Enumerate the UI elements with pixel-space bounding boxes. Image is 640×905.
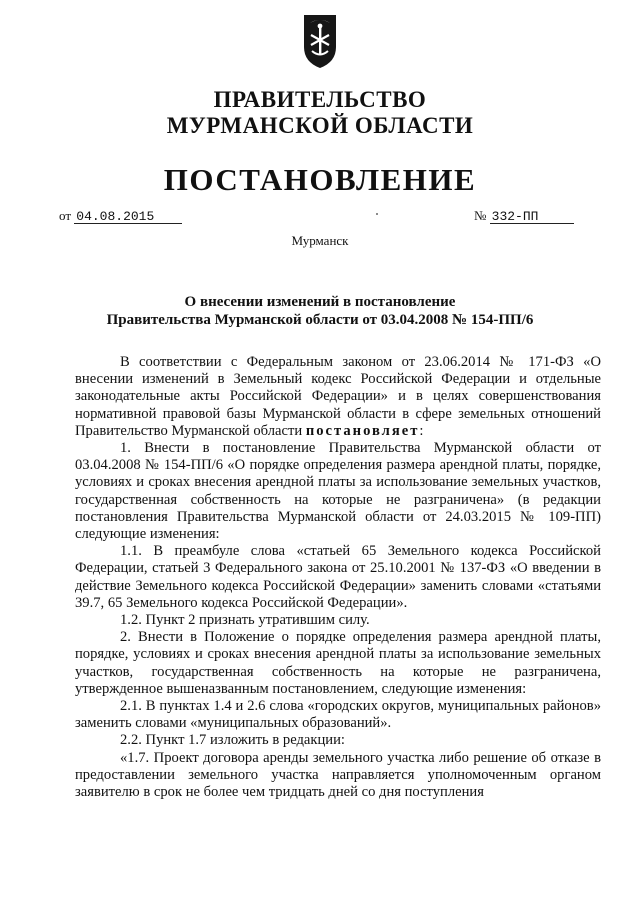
- paragraph-2: 2. Внести в Положение о порядке определения размера арендной платы, порядке, условиях и сроках внесения арендной платы за использование земельных участков, государственная собственность на которые не разграничена, утвержденное вышеназванным постановлением, следующие изменения:: [75, 629, 601, 697]
- preamble-paragraph: [75, 354, 601, 440]
- quoted-paragraph-1-7: «1.7. Проект договора аренды земельного участка либо решение об отказе в предоставлении земельного участка направляется уполномоченным органом заявителю в срок не более чем тридцать дней со дня поступления: [75, 749, 601, 801]
- paragraph-1-2: 1.2. Пункт 2 признать утратившим силу.: [120, 612, 370, 629]
- preamble-text: В соответствии с Федеральным законом от 23.06.2014 № 171-ФЗ «О внесении изменений в Земельный кодекс Российской Федерации и отдельные законодательные акты Российской Федерации» и в целях совершенствования нормативной правовой базы Мурманской области в сфере земельных отношений Правительство Мурманской области: [75, 354, 601, 439]
- preamble-end: :: [419, 422, 424, 439]
- number-prefix: №: [474, 208, 487, 223]
- document-type-title: ПОСТАНОВЛЕНИЕ: [163, 162, 477, 197]
- scan-speck: [376, 213, 378, 215]
- preamble-keyword: постановляет: [305, 422, 420, 439]
- city-name: Мурманск: [291, 233, 349, 248]
- paragraph-2-2: 2.2. Пункт 1.7 изложить в редакции:: [120, 732, 345, 749]
- date-prefix: от: [59, 208, 72, 223]
- coat-of-arms-icon: [299, 13, 341, 69]
- organization-name-line1: ПРАВИТЕЛЬСТВО: [213, 87, 427, 112]
- subject-line2: Правительства Мурманской области от 03.04.2008 № 154-ПП/6: [106, 312, 534, 328]
- paragraph-2-1: 2.1. В пунктах 1.4 и 2.6 слова «городских округов, муниципальных районов» заменить словами «муниципальных образований».: [75, 698, 601, 732]
- paragraph-1-1: 1.1. В преамбуле слова «статьей 65 Земельного кодекса Российской Федерации, статьей 3 Федерального закона от 25.10.2001 № 137-ФЗ «О введении в действие Земельного кодекса Российской Федерации» заменить словами «статьями 39.7, 65 Земельного кодекса Российской Федерации».: [75, 543, 601, 611]
- date-value: 04.08.2015: [74, 210, 182, 224]
- subject-line1: О внесении изменений в постановление: [184, 294, 456, 310]
- paragraph-1: 1. Внести в постановление Правительства Мурманской области от 03.04.2008 № 154-ПП/6 «О порядке определения размера арендной платы, порядке, условиях и сроках внесения арендной платы за использование земельных участков, государственная собственность на которые не разграничена» (в редакции постановления Правительства Мурманской области от 24.03.2015 № 109-ПП) следующие изменения:: [75, 440, 601, 543]
- organization-name-line2: МУРМАНСКОЙ ОБЛАСТИ: [166, 113, 474, 138]
- document-date: [59, 208, 182, 224]
- document-body: [75, 354, 601, 801]
- document-subject: [80, 293, 560, 329]
- document-number: [474, 208, 574, 224]
- number-value: 332-ПП: [490, 210, 574, 224]
